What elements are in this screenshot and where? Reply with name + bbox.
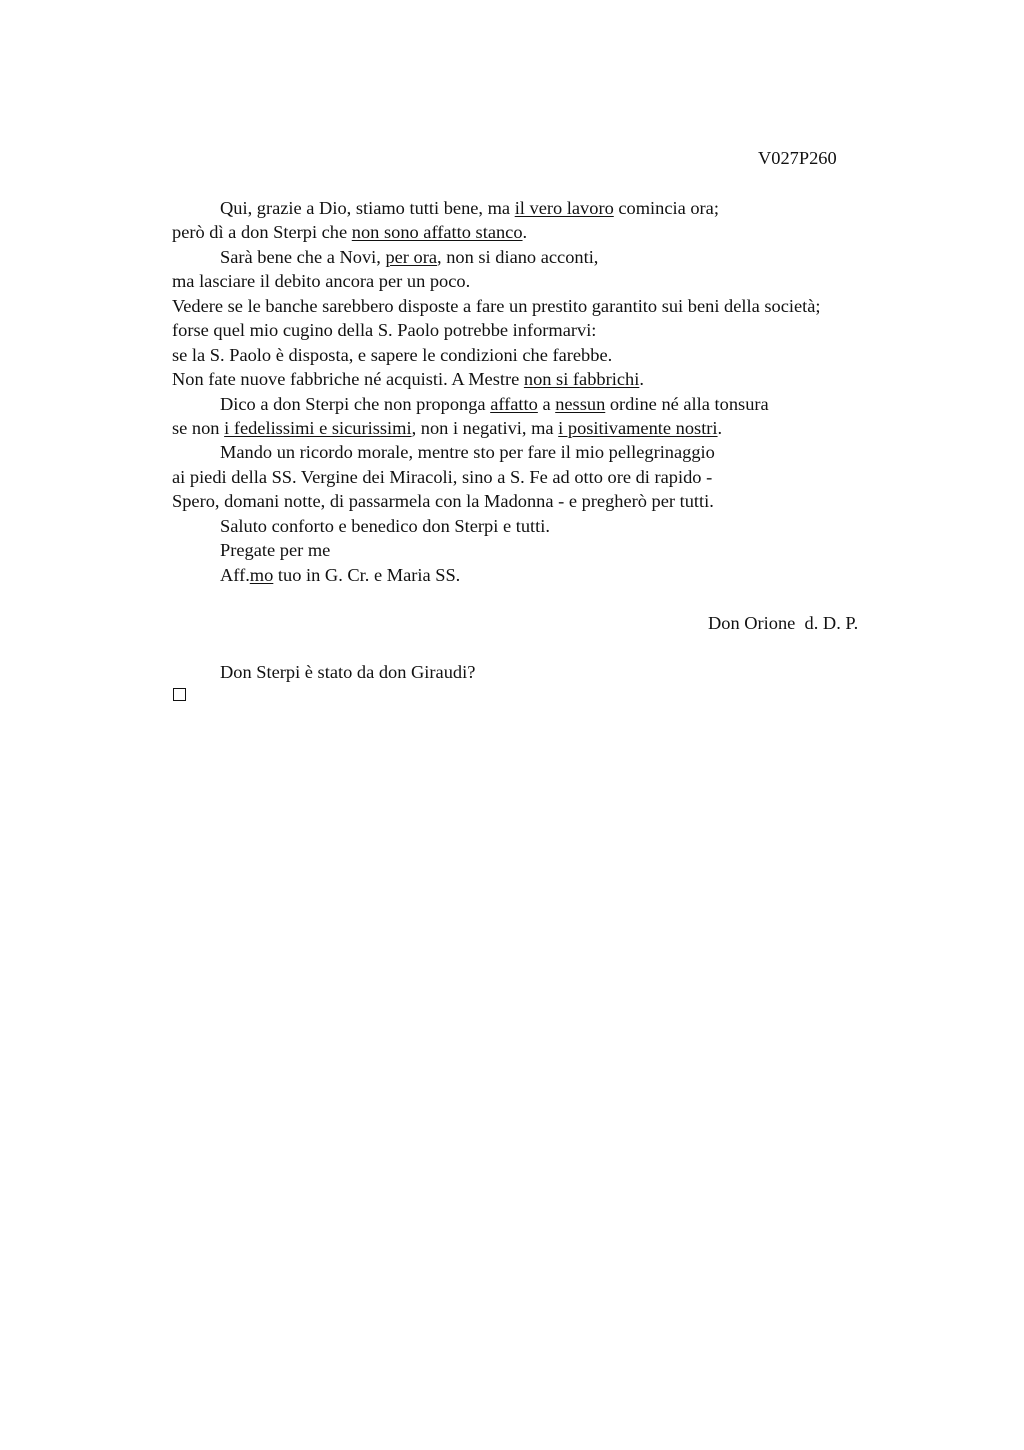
underlined-text: affatto — [490, 393, 538, 414]
letter-line — [172, 489, 932, 513]
line-text: però dì a don Sterpi che — [172, 222, 352, 243]
letter-line — [172, 269, 932, 293]
letter-line — [172, 318, 932, 342]
page-id: V027P260 — [758, 148, 837, 168]
letter-line — [172, 514, 932, 538]
end-of-text-box-icon — [173, 688, 186, 701]
line-text: a — [537, 393, 556, 414]
line-text: , non si diano acconti, — [437, 246, 599, 267]
letter-line — [172, 440, 932, 464]
line-text: se non — [172, 417, 225, 438]
underlined-text: per ora — [385, 246, 438, 267]
signature: Don Orione d. D. P. — [708, 613, 859, 633]
line-text: ordine né alla tonsura — [605, 393, 769, 414]
letter-line — [172, 220, 932, 244]
underlined-text: nessun — [555, 393, 606, 414]
line-text: Non fate nuove fabbriche né acquisti. A Mestre — [172, 369, 524, 390]
letter-line — [172, 343, 932, 367]
line-text: . — [717, 417, 723, 438]
letter-line — [172, 416, 932, 440]
letter-line — [172, 392, 932, 416]
line-text: ma lasciare il debito ancora per un poco. — [172, 271, 471, 292]
line-text: se la S. Paolo è disposta, e sapere le condizioni che farebbe. — [172, 344, 613, 365]
line-text: tuo in G. Cr. e Maria SS. — [273, 564, 461, 585]
letter-line — [172, 245, 932, 269]
letter-line — [172, 294, 932, 318]
line-text: forse quel mio cugino della S. Paolo potrebbe informarvi: — [172, 320, 597, 341]
postscript: Don Sterpi è stato da don Giraudi? — [220, 662, 476, 682]
line-text: Sarà bene che a Novi, — [220, 246, 386, 267]
letter-body — [172, 196, 932, 587]
line-text: , non i negativi, ma — [411, 417, 559, 438]
line-text: Vedere se le banche sarebbero disposte a fare un prestito garantito sui beni della società; — [172, 295, 821, 316]
line-text: ai piedi della SS. Vergine dei Miracoli, sino a S. Fe ad otto ore di rapido - — [172, 466, 713, 487]
underlined-text: i positivamente nostri — [558, 417, 718, 438]
letter-line — [172, 367, 932, 391]
letter-line — [172, 563, 932, 587]
line-text: Mando un ricordo morale, mentre sto per fare il mio pellegrinaggio — [220, 442, 715, 463]
underlined-text: i fedelissimi e sicurissimi — [224, 417, 412, 438]
letter-line — [172, 465, 932, 489]
line-text: Spero, domani notte, di passarmela con la Madonna - e pregherò per tutti. — [172, 491, 714, 512]
underlined-text: non si fabbrichi — [523, 369, 640, 390]
line-text: . — [522, 222, 528, 243]
line-text: Dico a don Sterpi che non proponga — [220, 393, 491, 414]
letter-line — [172, 196, 932, 220]
letter-line — [172, 538, 932, 562]
underlined-text: non sono affatto stanco — [351, 222, 523, 243]
underlined-text: mo — [249, 564, 274, 585]
line-text: Saluto conforto e benedico don Sterpi e tutti. — [220, 515, 550, 536]
underlined-text: il vero lavoro — [514, 198, 614, 218]
line-text: Qui, grazie a Dio, stiamo tutti bene, ma — [220, 198, 515, 218]
line-text: . — [639, 369, 644, 390]
line-text: comincia ora; — [613, 198, 719, 218]
line-text: Pregate per me — [220, 540, 331, 561]
line-text: Aff. — [220, 564, 250, 585]
